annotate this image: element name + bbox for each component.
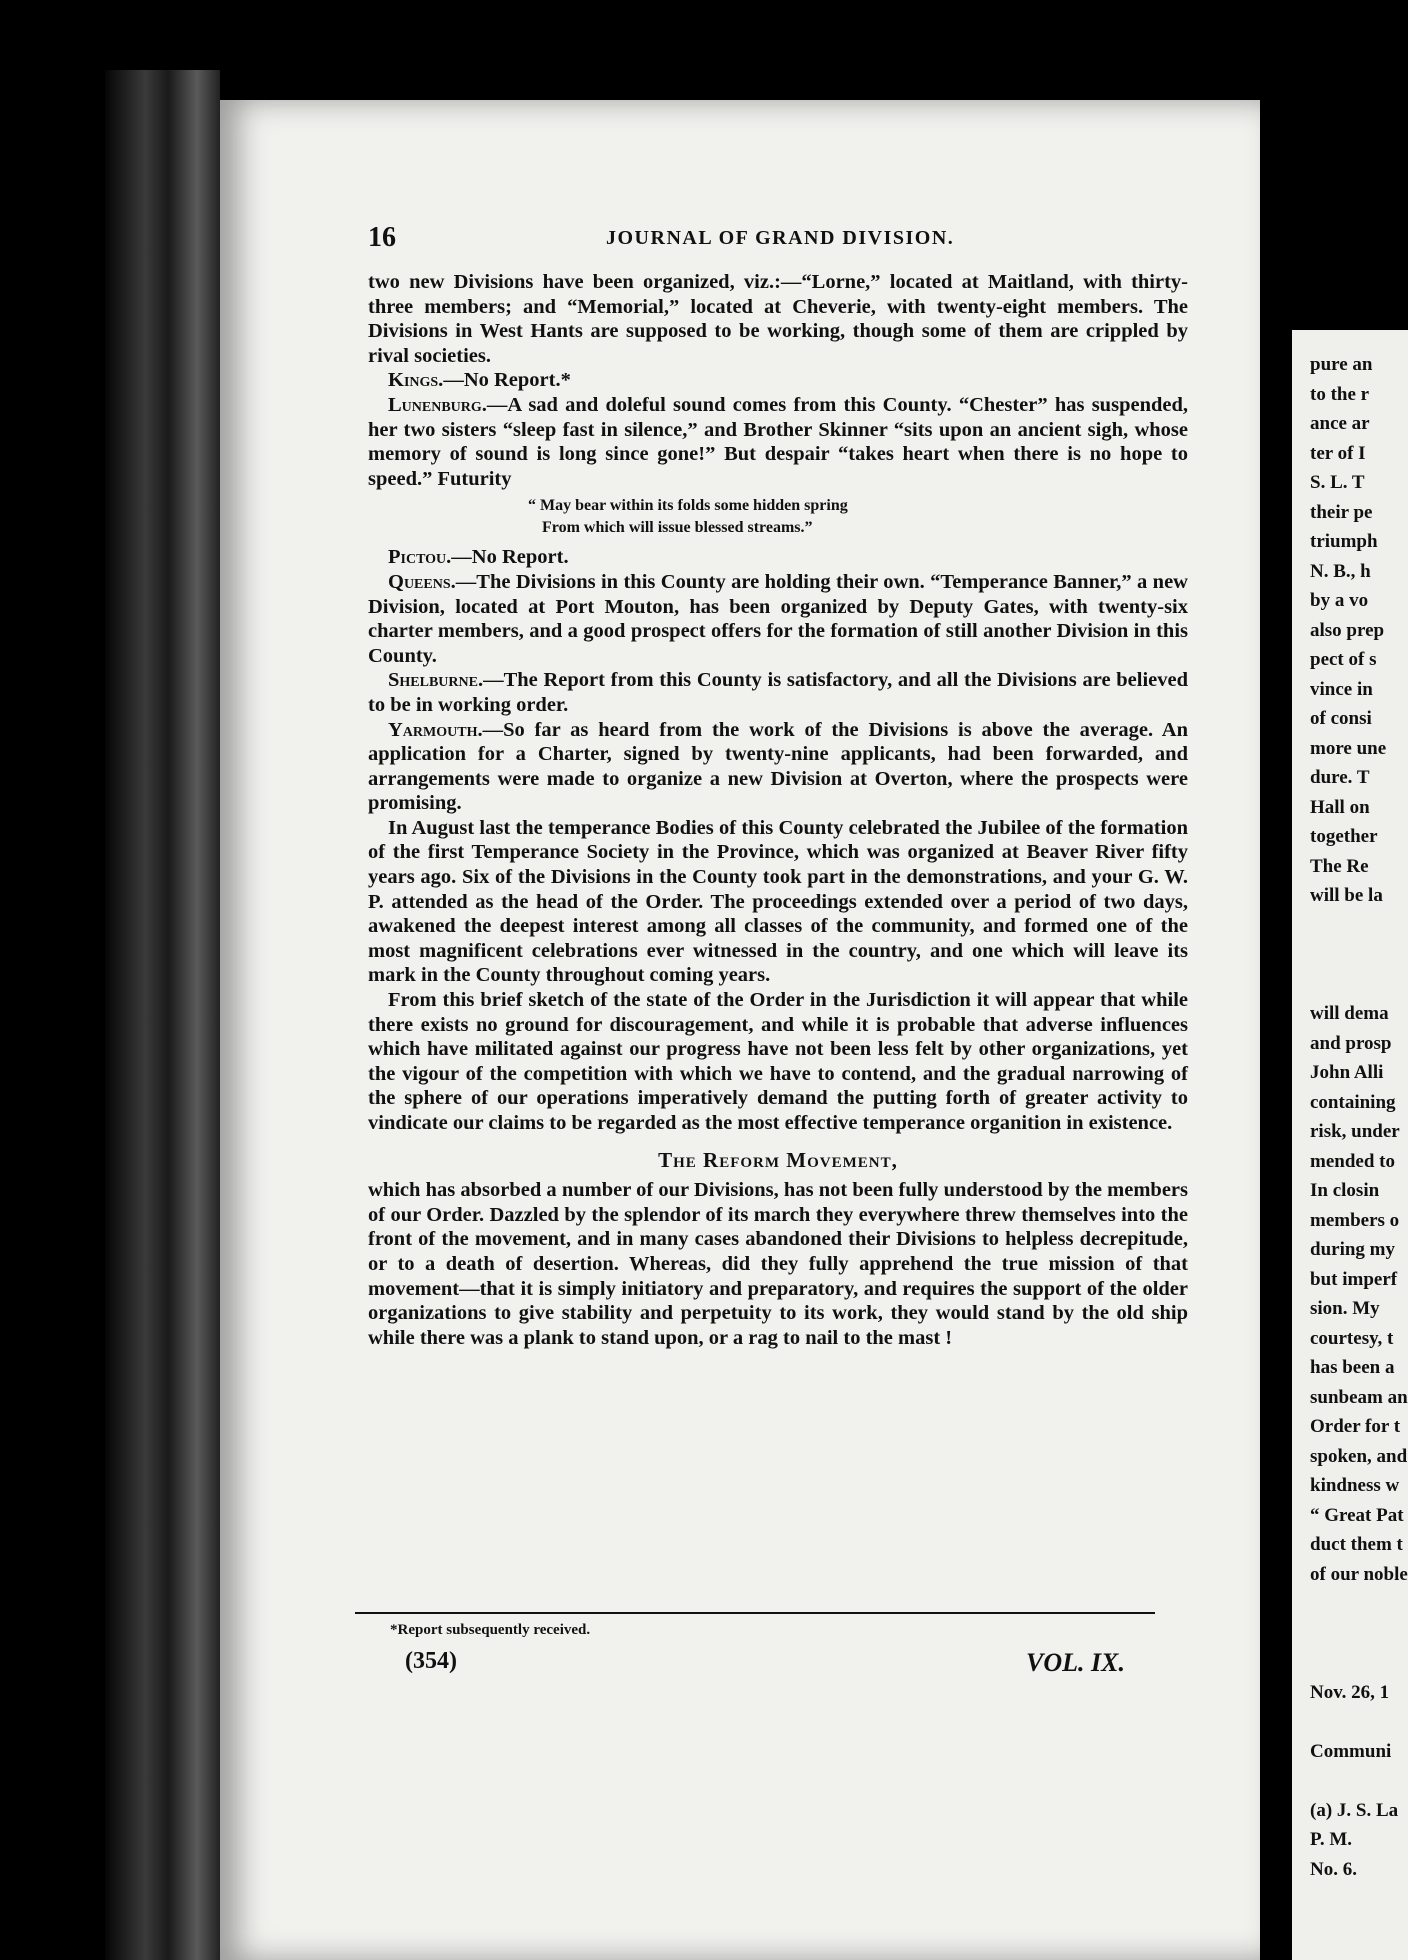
facing-page-line: ance ar [1310,413,1370,434]
facing-page-line: ter of I [1310,442,1366,464]
facing-page-line: will be la [1310,885,1383,906]
facing-page-line: The Re [1310,855,1369,877]
facing-page-line [1310,970,1408,1000]
facing-page-line: sunbeam an [1310,1386,1408,1408]
facing-page-line: Order for t [1310,1416,1401,1437]
facing-page-line: kindness w [1310,1475,1400,1496]
facing-page-line: of consi [1310,708,1372,729]
facing-page-line [1310,1648,1408,1678]
paragraph: Kings.—No Report.* [388,369,571,392]
facing-page-line: during my [1310,1239,1395,1260]
facing-page-line: vince in [1310,678,1373,700]
facing-page-line: triumph [1310,531,1378,552]
facing-page-line: In closin [1310,1180,1380,1201]
facing-page-line: of our noble [1310,1563,1408,1585]
footnote: *Report subsequently received. [390,1622,591,1638]
facing-page-line: also prep [1310,619,1385,641]
facing-page-line: John Alli [1310,1062,1384,1083]
facing-page-text [1310,350,1408,1884]
paragraph: In August last the temperance Bodies of this County celebrated the Jubilee of the formation of the first Temperance Society in the Province, which was organized at Beaver River fifty years ago. Six of the Divisions in the County took part in the demonstrations, and your G. W. P. attended as the head of the Order. The proceedings extended over a period of two days, awakened the deepest interest among all classes of the community, and formed one of the most magnificent celebrations ever witnessed in the country, and one which will leave its mark in the County throughout coming years. [368,816,1188,987]
facing-page-line: courtesy, t [1310,1327,1394,1349]
facing-page [1292,330,1408,1960]
facing-page-line [1310,1707,1408,1737]
facing-page-line: to the r [1310,383,1370,405]
facing-page-line: but imperf [1310,1268,1398,1290]
facing-page-line: has been a [1310,1357,1395,1378]
running-head [368,222,1168,254]
facing-page-line: sion. My [1310,1298,1380,1319]
facing-page-line [1310,940,1408,970]
footnote-rule [355,1612,1155,1614]
facing-page-line: N. B., h [1310,560,1371,582]
paragraph: two new Divisions have been organized, viz.:—“Lorne,” located at Maitland, with thirty-three members; and “Memorial,” located at Cheverie, with twenty-eight members. The Divisions in West Hants are supposed to be working, though some of them are crippled by rival societies. [368,271,1188,367]
page-footer [355,1648,1155,1682]
section-heading: The Reform Movement, [658,1147,898,1172]
paragraph: Queens.—The Divisions in this County are holding their own. “Temperance Banner,” a new Division, located at Port Mouton, has been organized by Deputy Gates, with twenty-six charter members, and a good prospect offers for the formation of still another Division in this County. [368,570,1188,667]
facing-page-line: Nov. 26, 1 [1310,1681,1390,1703]
facing-page-line: together [1310,826,1378,847]
facing-page-line: Communi [1310,1740,1392,1762]
facing-page-line: pect of s [1310,649,1377,670]
paragraph: Shelburne.—The Report from this County is satisfactory, and all the Divisions are believed to be in working order. [368,669,1188,716]
facing-page-line: S. L. T [1310,472,1365,493]
footer-volume: VOL. IX. [1026,1648,1125,1677]
facing-page-line: members o [1310,1209,1400,1231]
facing-page-line: “ Great Pat [1310,1504,1404,1526]
paragraph: From this brief sketch of the state of the Order in the Jurisdiction it will appear that while there exists no ground for discouragement, and while it is probable that adverse influences which have militated against our progress have not been less felt by other organizations, yet the vigour of the competition with which we have to contend, and the gradual narrowing of the sphere of our operations imperatively demand the putting forth of greater activity to vindicate our claims to be regarded as the most effective temperance organition in existence. [368,989,1188,1134]
facing-page-line: by a vo [1310,590,1369,611]
facing-page-line: Hall on [1310,796,1370,818]
facing-page-line: their pe [1310,501,1373,523]
facing-page-line: mended to [1310,1150,1395,1172]
facing-page-line [1310,911,1408,941]
facing-page-line: containing [1310,1091,1396,1113]
book-binding [105,70,220,1960]
facing-page-line: duct them t [1310,1534,1403,1555]
body-text [368,270,1188,1350]
facing-page-line: P. M. [1310,1829,1353,1850]
facing-page-line: and prosp [1310,1032,1392,1054]
page-number: 16 [368,222,396,253]
facing-page-line [1310,1619,1408,1649]
facing-page-line: dure. T [1310,767,1370,788]
facing-page-line: spoken, and [1310,1445,1408,1467]
paragraph: Lunenburg.—A sad and doleful sound comes from this County. “Chester” has suspended, her two sisters “sleep fast in silence,” and Brother Skinner “sits upon an ancient sigh, whose memory of sound is long since gone!” But despair “takes heart when there is no hope to speed.” Futurity [368,393,1188,490]
facing-page-line: pure an [1310,354,1373,375]
footer-page-code: (354) [405,1648,457,1674]
paragraph: Pictou.—No Report. [388,546,569,569]
facing-page-line [1310,1589,1408,1619]
journal-title: JOURNAL OF GRAND DIVISION. [606,227,955,249]
paragraph: Yarmouth.—So far as heard from the work of the Divisions is above the average. An application for a Charter, signed by twenty-nine applicants, had been forwarded, and arrangements were made to organize a new Division at Overton, where the prospects were promising. [368,718,1188,815]
facing-page-line: No. 6. [1310,1858,1357,1880]
facing-page-line [1310,1766,1408,1796]
facing-page-line: (a) J. S. La [1310,1799,1399,1821]
facing-page-line: will dema [1310,1003,1389,1024]
paragraph: which has absorbed a number of our Divisions, has not been fully understood by the members of our Order. Dazzled by the splendor of its march they everywhere threw themselves into the front of the movement, and in many cases abandoned their Divisions to helpless decrepitude, or to a death of desertion. Whereas, did they fully apprehend the true mission of that movement—that it is simply initiatory and preparatory, and requires the support of the older organizations to give stability and perpetuity to its work, they would stand by the old ship while there was a plank to stand upon, or a rag to nail to the mast ! [368,1179,1188,1349]
facing-page-line: risk, under [1310,1121,1400,1142]
poem-quote: “ May bear within its folds some hidden spring From which will issue blessed streams.” [528,497,848,537]
facing-page-line: more une [1310,737,1387,759]
